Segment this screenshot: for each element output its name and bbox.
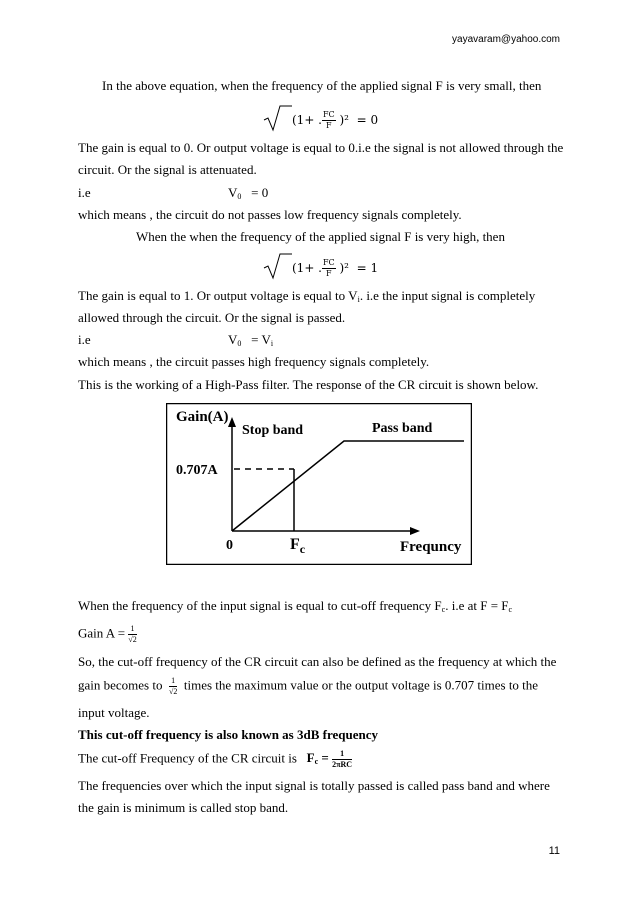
high-pass-working-line: This is the working of a High-Pass filter. The response of the CR circuit is shown below. bbox=[78, 377, 539, 392]
eq2-close: )² bbox=[339, 261, 349, 275]
eq2-result: = 1 bbox=[356, 261, 379, 275]
fc-label: $F_c$ bbox=[290, 536, 306, 556]
eq2-open: (1+ . bbox=[292, 261, 322, 275]
eq1-numerator: FC bbox=[323, 110, 335, 119]
frequency-response-graph bbox=[166, 403, 472, 565]
definition-fraction: $\frac{1}{√2}$ bbox=[168, 676, 178, 696]
high-frequency-paragraph: When the when the frequency of the applied signal F is very high, then bbox=[136, 229, 505, 244]
stop-band-label: Stop band bbox=[242, 423, 304, 438]
x-axis-label: Frequncy bbox=[400, 539, 462, 555]
ie-expression-2: $V_0$ = $V_i$ bbox=[228, 332, 274, 348]
gain-zero-line2: circuit. Or the signal is attenuated. bbox=[78, 162, 257, 177]
graph-y-label: Gain(A) bbox=[176, 409, 229, 425]
ie-expression-1: $V_0$ = 0 bbox=[228, 185, 269, 201]
cutoff-formula-line: The cut-off Frequency of the CR circuit is $F_c$ = $\frac{1}{\text{2πRC}}$ bbox=[78, 749, 353, 769]
ie-label-1: i.e bbox=[78, 185, 91, 200]
gain-a-fraction: $\frac{1}{√2}$ bbox=[128, 624, 137, 644]
header-email: yayavaram@yahoo.com bbox=[452, 34, 560, 45]
gain-a-label: Gain A = bbox=[78, 625, 126, 641]
page-number: 11 bbox=[548, 845, 560, 857]
eq2-denominator: F bbox=[326, 269, 332, 278]
gain-one-line1: The gain is equal to 1. Or output voltage is equal to $V_i$. i.e the input signal is completely bbox=[78, 288, 536, 304]
eq1-result: = 0 bbox=[356, 113, 379, 127]
gain-zero-line1: The gain is equal to 0. Or output voltage is equal to 0.i.e the signal is not allowed through the bbox=[78, 140, 564, 155]
radical-sign bbox=[262, 104, 292, 132]
cutoff-formula-fraction: $\frac{1}{\text{2πRC}}$ bbox=[332, 749, 353, 769]
means-high-line: which means , the circuit passes high frequency signals completely. bbox=[78, 354, 430, 369]
definition-line2: gain becomes to $\frac{1}{√2}$ times the maximum value or the output voltage is 0.707 times to the bbox=[78, 676, 539, 696]
definition-line1: So, the cut-off frequency of the CR circuit can also be defined as the frequency at which the bbox=[78, 654, 557, 669]
final-line2: the gain is minimum is called stop band. bbox=[78, 800, 289, 815]
eq2-numerator: FC bbox=[323, 258, 335, 267]
origin-label: 0 bbox=[226, 538, 233, 553]
level-label: 0.707A bbox=[176, 463, 218, 478]
radical-sign bbox=[262, 252, 292, 280]
eq1-denominator: F bbox=[326, 121, 332, 130]
eq1-open: (1+ . bbox=[292, 113, 322, 127]
final-line1: The frequencies over which the input signal is totally passed is called pass band and where bbox=[78, 778, 550, 793]
gain-one-line2: allowed through the circuit. Or the signal is passed. bbox=[78, 310, 346, 325]
three-db-line: This cut-off frequency is also known as 3dB frequency bbox=[78, 727, 378, 742]
ie-label-2: i.e bbox=[78, 332, 91, 347]
cutoff-line: When the frequency of the input signal is equal to cut-off frequency $F_c$. i.e at $F = F_c$ bbox=[78, 598, 513, 614]
definition-line3: input voltage. bbox=[78, 705, 150, 720]
gain-a-line bbox=[78, 624, 137, 645]
means-low-line: which means , the circuit do not passes low frequency signals completely. bbox=[78, 207, 462, 222]
eq1-close: )² bbox=[339, 113, 349, 127]
pass-band-label: Pass band bbox=[372, 421, 433, 436]
intro-paragraph: In the above equation, when the frequency of the applied signal F is very small, then bbox=[102, 78, 542, 93]
